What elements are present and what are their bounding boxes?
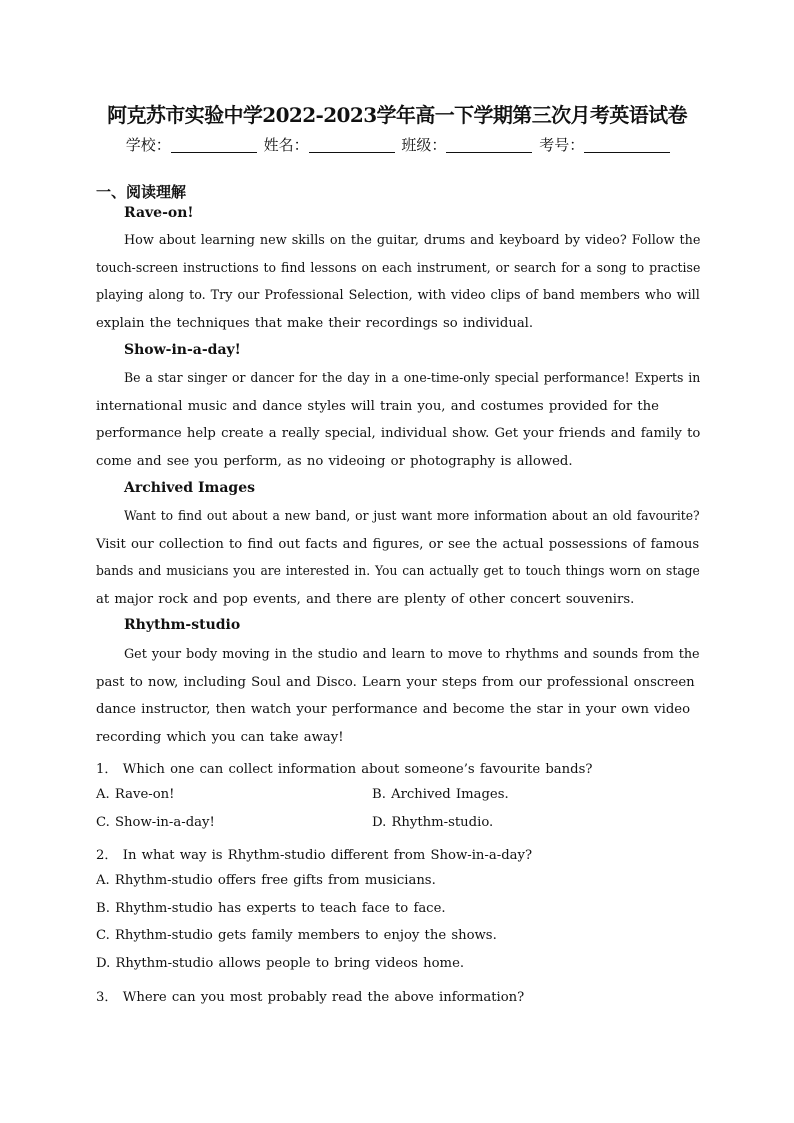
passage-line: explain the techniques that make their recordings so individual. xyxy=(96,316,534,331)
passage-line: at major rock and pop events, and there are plenty of other concert souvenirs. xyxy=(96,592,635,607)
passage-line: Get your body moving in the studio and learn to move to rhythms and sounds from the xyxy=(124,647,700,662)
passage-line: international music and dance styles will train you, and costumes provided for the xyxy=(96,399,659,414)
passage-line: performance help create a really special, individual show. Get your friends and family to xyxy=(96,426,701,441)
question-1-option-d[interactable]: D. Rhythm-studio. xyxy=(372,815,494,830)
passage-heading-show-in-a-day: Show-in-a-day! xyxy=(124,342,241,358)
question-2-option-b[interactable]: B. Rhythm-studio has experts to teach face to face. xyxy=(96,901,446,916)
exam-number-blank[interactable] xyxy=(584,138,670,153)
passage-heading-archived-images: Archived Images xyxy=(124,480,255,496)
question-stem-1: 1． Which one can collect information about someone’s favourite bands? xyxy=(96,762,593,777)
passage-line: dance instructor, then watch your performance and become the star in your own video xyxy=(96,702,691,717)
passage-line: recording which you can take away! xyxy=(96,730,344,745)
exam-title: 阿克苏市实验中学2022-2023学年高一下学期第三次月考英语试卷 xyxy=(107,103,687,127)
class-label: 班级： xyxy=(401,136,447,154)
passage-line: touch-screen instructions to find lessons on each instrument, or search for a song to practise xyxy=(96,261,701,276)
class-blank[interactable] xyxy=(446,138,532,153)
student-info-line xyxy=(0,134,794,156)
passage-line: Visit our collection to find out facts and figures, or see the actual possessions of famous xyxy=(96,537,700,552)
passage-line: Want to find out about a new band, or just want more information about an old favourite? xyxy=(124,509,700,524)
passage-line: past to now, including Soul and Disco. Learn your steps from our professional onscreen xyxy=(96,675,695,690)
question-2-option-d[interactable]: D. Rhythm-studio allows people to bring videos home. xyxy=(96,956,465,971)
school-blank[interactable] xyxy=(171,138,257,153)
exam-number-label: 考号： xyxy=(539,136,585,154)
question-1-option-a[interactable]: A. Rave-on! xyxy=(96,787,175,802)
section-heading: 一、阅读理解 xyxy=(96,183,187,201)
question-2-option-a[interactable]: A. Rhythm-studio offers free gifts from musicians. xyxy=(96,873,436,888)
question-1-option-c[interactable]: C. Show-in-a-day! xyxy=(96,815,215,830)
name-blank[interactable] xyxy=(309,138,395,153)
question-1-option-b[interactable]: B. Archived Images. xyxy=(372,787,509,802)
passage-line: playing along to. Try our Professional Selection, with video clips of band members who will xyxy=(96,288,700,303)
question-stem-3: 3． Where can you most probably read the above information? xyxy=(96,990,525,1005)
name-label: 姓名： xyxy=(263,136,309,154)
passage-line: bands and musicians you are interested in. You can actually get to touch things worn on stage xyxy=(96,564,700,579)
school-label: 学校： xyxy=(125,136,171,154)
passage-heading-rave-on: Rave-on! xyxy=(124,205,194,221)
passage-line: come and see you perform, as no videoing or photography is allowed. xyxy=(96,454,573,469)
passage-line: Be a star singer or dancer for the day in a one-time-only special performance! Experts in xyxy=(124,371,701,386)
passage-line: How about learning new skills on the guitar, drums and keyboard by video? Follow the xyxy=(124,233,701,248)
passage-heading-rhythm-studio: Rhythm-studio xyxy=(124,617,241,633)
question-stem-2: 2． In what way is Rhythm-studio different from Show-in-a-day? xyxy=(96,848,533,863)
question-2-option-c[interactable]: C. Rhythm-studio gets family members to enjoy the shows. xyxy=(96,928,497,943)
